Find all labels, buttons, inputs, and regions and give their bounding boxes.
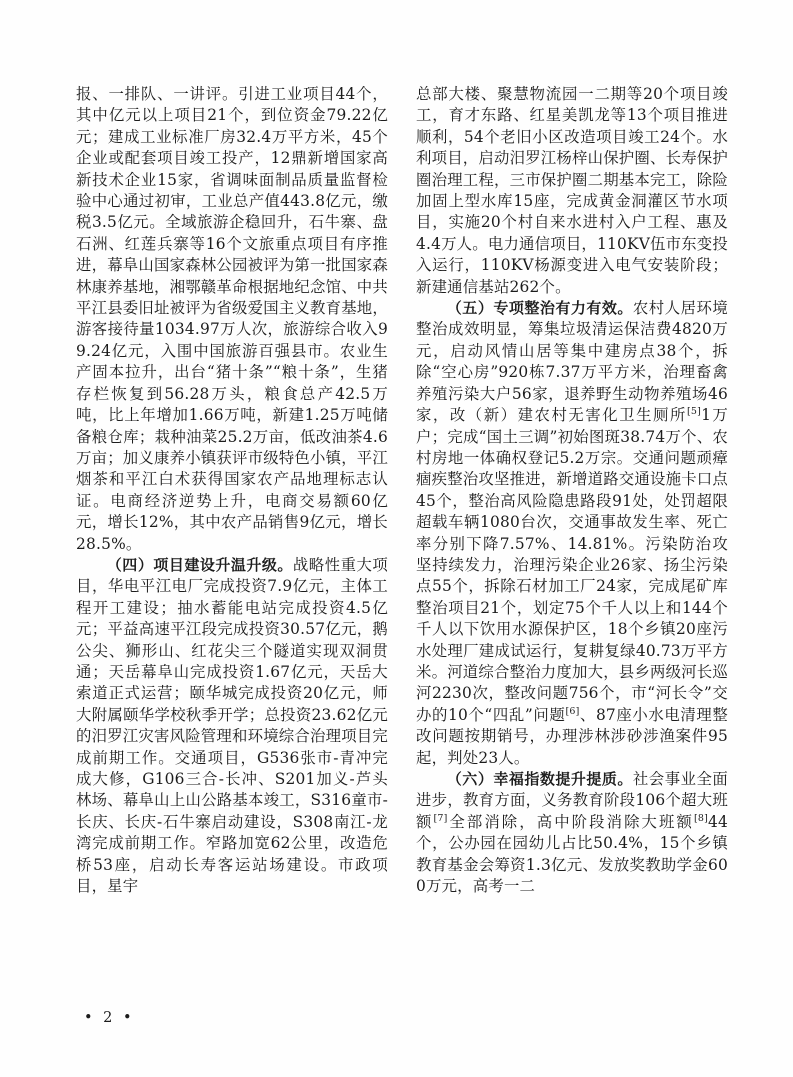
body-text: 1万户；完成“国土三调”初始图斑38.74万个、农村房地一体确权登记5.2万宗。交通问题顽瘴痼疾整治攻坚推进，新增道路交通设施卡口点45个，整治高风险隐患路段91处，处罚超限超载车辆1080台次，交通事故发生率、死亡率分别下降7.57%、14.81%。污染防治攻坚持续发力，治理污染企业26家、扬尘污染点55个，拆除石材加工厂24家，完成尾矿库整治项目21个，划定75个千人以上和144个千人以下饮用水源保护区，18个乡镇20座污水处理厂建成试运行，复耕复绿40.73万平方米。河道综合整治力度加大，县乡两级河长巡河2230次，整改问题756个，市“河长令”交办的10个“四乱”问题 <box>416 406 728 724</box>
body-text: 、87座小水电清理整改问题按期销号，办理涉林涉砂涉渔案件95起，判处23人。 <box>416 705 728 767</box>
column-right <box>416 84 728 897</box>
paragraph <box>416 298 728 769</box>
body-text: 总部大楼、聚慧物流园一二期等20个项目竣工，育才东路、红星美凯龙等13个项目推进顺利，54个老旧小区改造项目竣工24个。水利项目，启动汨罗江杨梓山保护圈、长寿保护圈治理工程，三市保护圈二期基本完工，除险加固上型水库15座，完成黄金洞灌区节水项目，实施20个村自来水进村入户工程、惠及4.4万人。电力通信项目，110KV伍市东变投入运行，110KV杨源变进入电气安装阶段；新建通信基站262个。 <box>416 85 728 296</box>
paragraph <box>416 84 728 298</box>
section-heading: （六）幸福指数提升提质。 <box>446 770 633 788</box>
section-heading: （四）项目建设升温升级。 <box>106 555 293 574</box>
body-text: 44个，公办园在园幼儿占比50.4%，15个乡镇教育基金会筹资1.3亿元、发放奖教助学金600万元，高考一二 <box>416 812 728 896</box>
body-text: 社会事业全面进步，教育方面，义务教育阶段106个超大班额 <box>416 770 728 831</box>
body-text: 报、一排队、一讲评。引进工业项目44个，其中亿元以上项目21个，到位资金79.22亿元；建成工业标准厂房32.4万平方米，45个企业或配套项目竣工投产，12鼎新增国家高新技术企业15家，省调味面制品质量监督检验中心通过初审，工业总产值443.8亿元，缴税3.5亿元。全域旅游企稳回升，石牛寨、盘石洲、红莲兵寨等16个文旅重点项目有序推进，幕阜山国家森林公园被评为第一批国家森林康养基地，湘鄂赣革命根据地纪念馆、中共平江县委旧址被评为省级爱国主义教育基地，游客接待量1034.97万人次，旅游综合收入99.24亿元，入围中国旅游百强县市。农业生产固本拉升，出台“猪十条”“粮十条”，生猪存栏恢复到56.28万头，粮食总产42.5万吨，比上年增加1.66万吨，新建1.25万吨储备粮仓库；栽种油菜25.2万亩，低改油茶4.6万亩；加义康养小镇获评市级特色小镇，平江烟茶和平江白术获得国家农产品地理标志认证。电商经济逆势上升，电商交易额60亿元，增长12%，其中农产品销售9亿元，增长28.5%。 <box>76 85 388 553</box>
body-text: 全部消除，高中阶段消除大班额 <box>447 812 694 831</box>
page-number: • 2 • <box>84 1010 135 1026</box>
paragraph <box>416 769 728 897</box>
section-heading: （五）专项整治有力有效。 <box>446 299 633 318</box>
body-text: 农村人居环境整治成效明显，筹集垃圾清运保洁费4820万元，启动风情山居等集中建房点38个，拆除“空心房”920栋7.37万平方米，治理畜禽养殖污染大户56家，退养野生动物养殖场46家，改（新）建农村无害化卫生厕所 <box>416 299 728 425</box>
endnote-ref: [7] <box>433 812 448 824</box>
body-text: 战略性重大项目，华电平江电厂完成投资7.9亿元，主体工程开工建设；抽水蓄能电站完成投资4.5亿元；平益高速平江段完成投资30.57亿元，鹅公尖、狮形山、红花尖三个隧道实现双洞贯通；天岳幕阜山完成投资1.67亿元，天岳大索道正式运营；颐华城完成投资20亿元，师大附属颐华学校秋季开学；总投资23.62亿元的汨罗江灾害风险管理和环境综合治理项目完成前期工作。交通项目，G536张市-青冲完成大修，G106三合-长冲、S201加义-芦头林场、幕阜山上山公路基本竣工，S316童市-长庆、长庆-石牛寨启动建设，S308南江-龙湾完成前期工作。窄路加宽62公里，改造危桥53座，启动长寿客运站场建设。市政项目，星宇 <box>76 555 388 896</box>
text-columns <box>76 84 728 897</box>
paragraph <box>76 84 388 555</box>
endnote-ref: [5] <box>687 405 702 417</box>
column-left <box>76 84 388 897</box>
endnote-ref: [6] <box>565 705 580 717</box>
endnote-ref: [8] <box>693 812 709 824</box>
paragraph <box>76 555 388 898</box>
